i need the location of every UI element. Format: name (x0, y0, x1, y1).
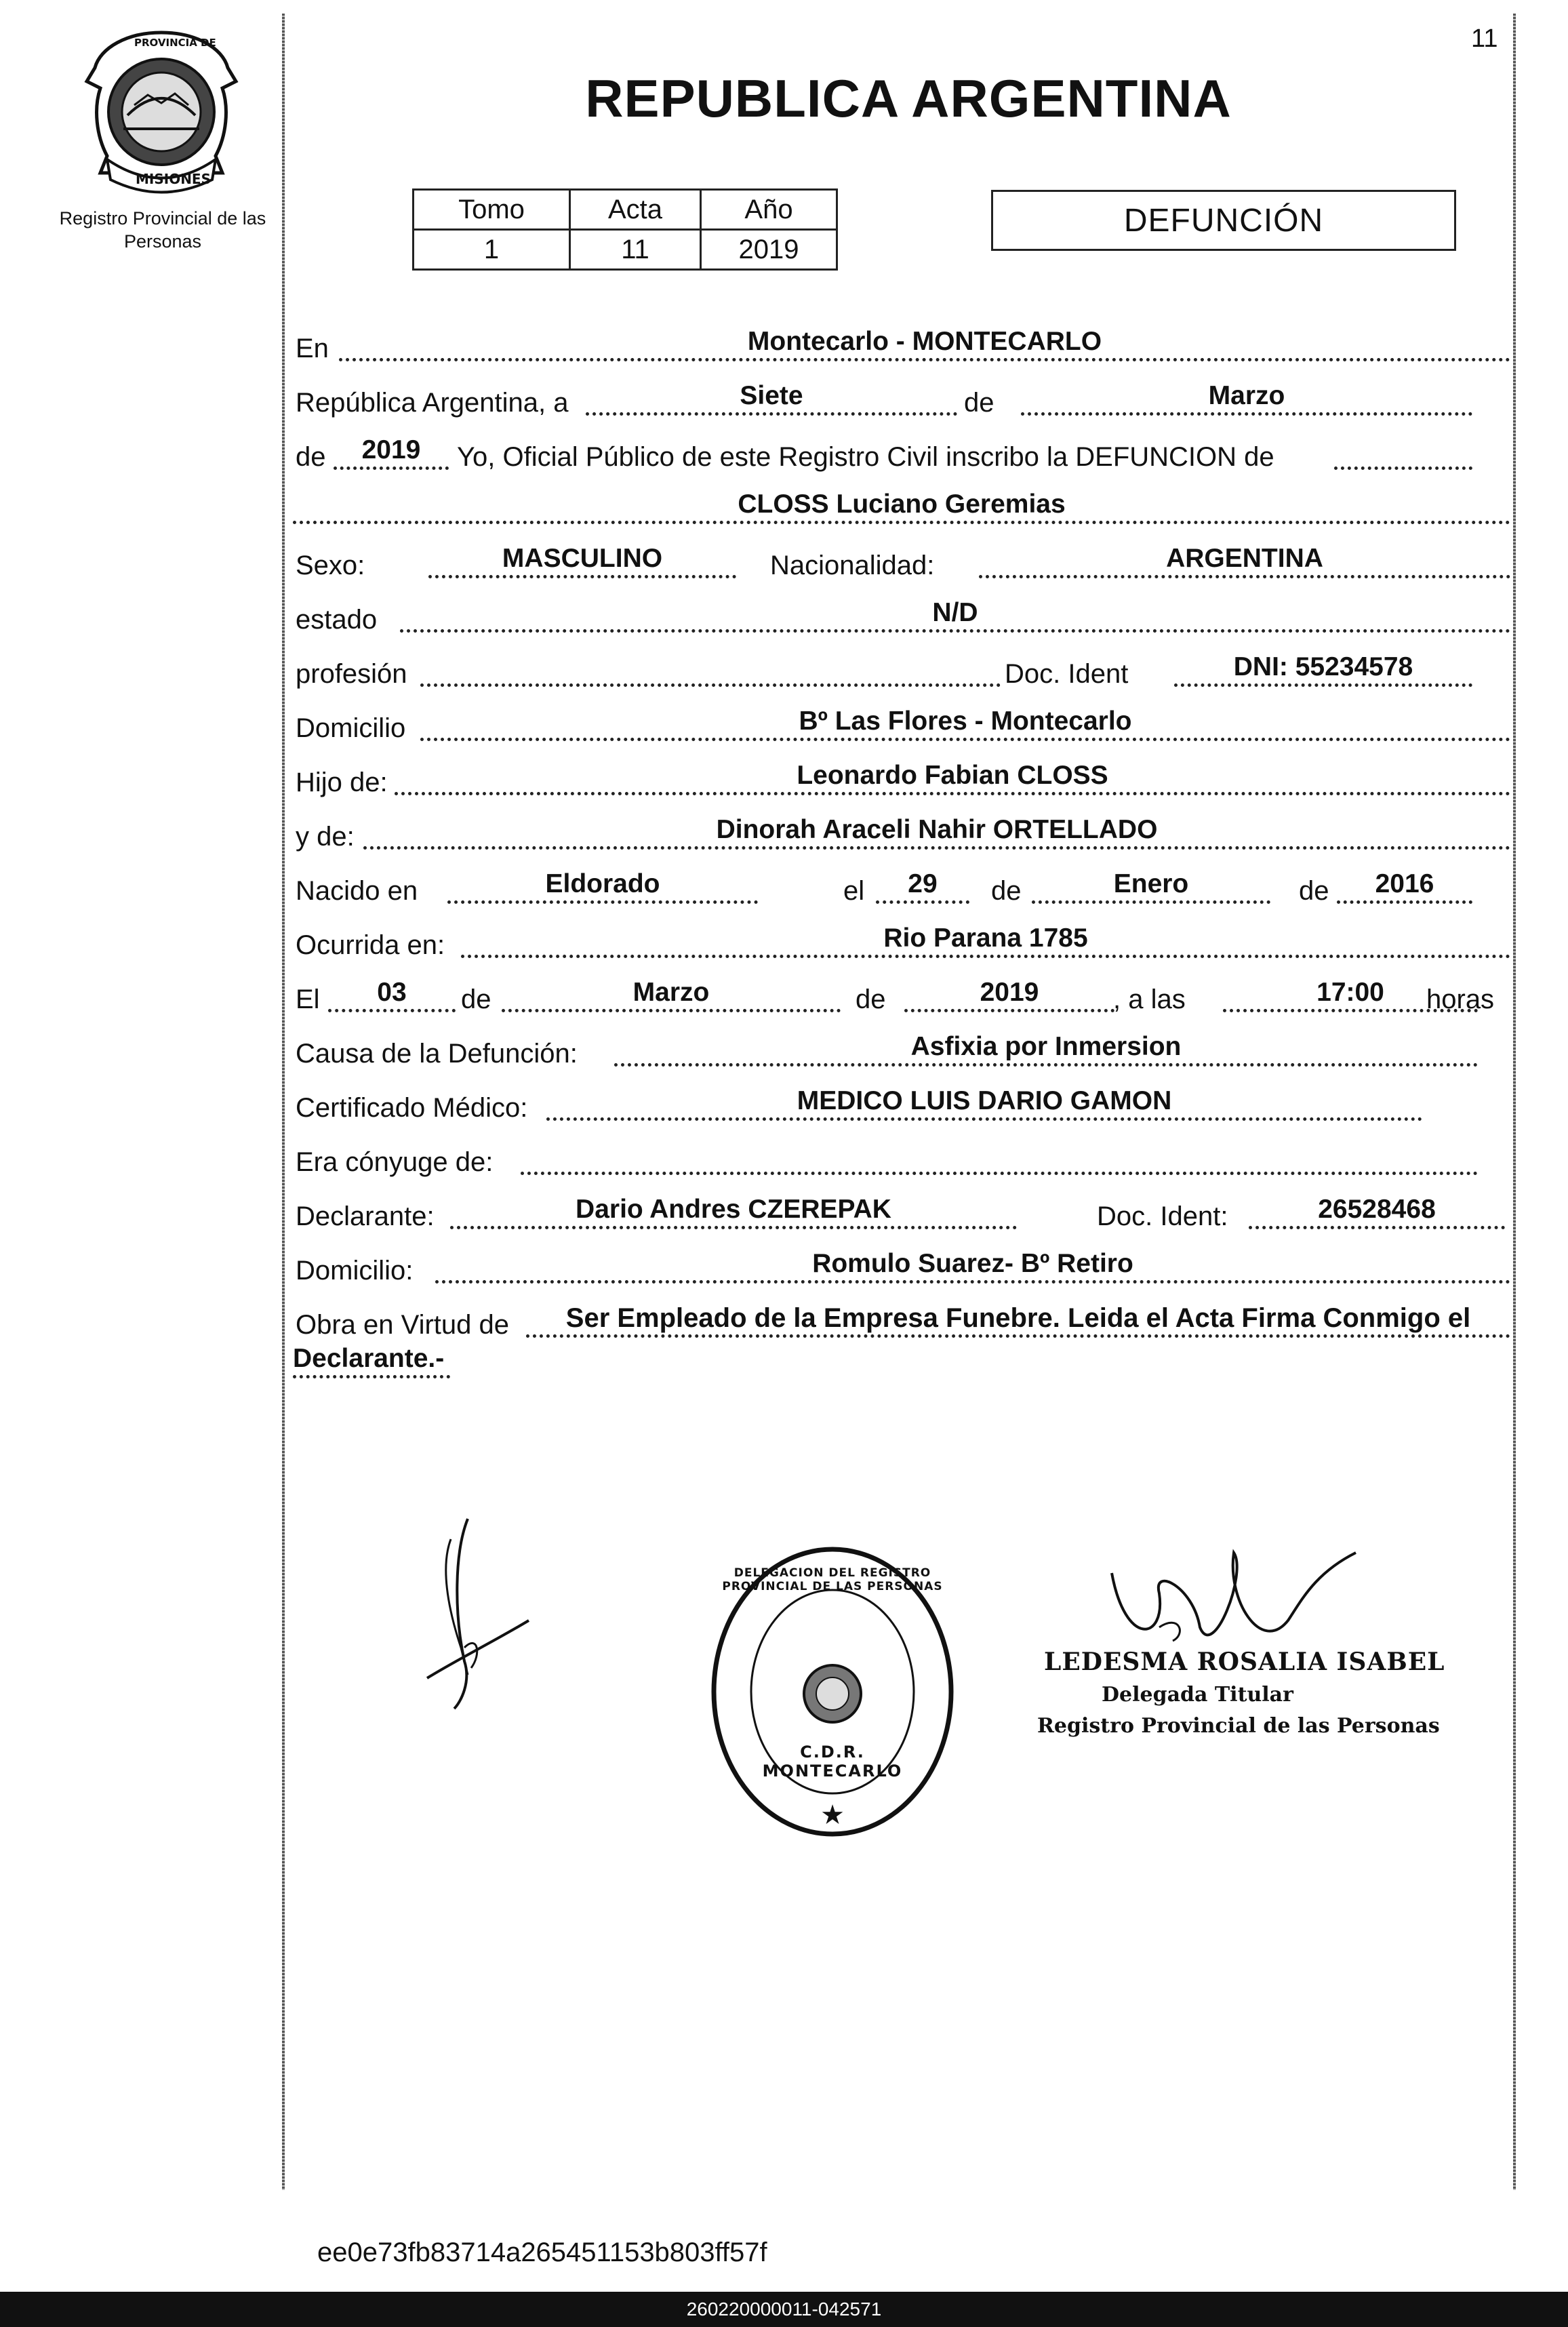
row-sexo (293, 536, 1513, 590)
anio-header: Año (701, 190, 837, 230)
obra-label: Obra en Virtud de (296, 1310, 510, 1340)
republica-label: República Argentina, a (296, 388, 569, 418)
row-domicilio2 (293, 1241, 1513, 1295)
birth-de1: de (991, 876, 1022, 906)
registry-stamp (704, 1539, 961, 1844)
row-domicilio (293, 698, 1513, 753)
row-obra-cont (293, 1336, 1513, 1390)
death-de1: de (461, 984, 491, 1014)
inscribo-fill (1334, 434, 1472, 470)
row-estado (293, 590, 1513, 644)
alas-label: , a las (1113, 984, 1186, 1014)
month-value: Marzo (1021, 380, 1472, 416)
day-value: Siete (586, 380, 957, 416)
row-certificado (293, 1078, 1513, 1132)
declarante-label: Declarante: (296, 1201, 435, 1231)
year-label: de (296, 442, 326, 472)
domicilio2-label: Domicilio: (296, 1256, 414, 1286)
yde-value: Dinorah Araceli Nahir ORTELLADO (363, 814, 1510, 850)
causa-label: Causa de la Defunción: (296, 1039, 578, 1069)
row-deceased (293, 481, 1513, 536)
acta-header: Acta (570, 190, 701, 230)
death-year: 2019 (904, 976, 1114, 1012)
decl-doc-label: Doc. Ident: (1097, 1201, 1228, 1231)
stamp-outer-text: DELEGACION DEL REGISTRO PROVINCIAL DE LAS PERSONAS (722, 1566, 943, 1593)
barcode-number: 260220000011-042571 (686, 2299, 882, 2320)
birth-day: 29 (876, 868, 969, 904)
row-yde (293, 807, 1513, 861)
delegate-name: LEDESMA ROSALIA ISABEL (1044, 1648, 1445, 1676)
sexo-value: MASCULINO (428, 542, 736, 578)
right-margin-line (1513, 14, 1516, 2190)
estado-value: N/D (400, 597, 1510, 633)
row-declarante (293, 1187, 1513, 1241)
certificado-label: Certificado Médico: (296, 1093, 528, 1123)
row-ocurrida (293, 915, 1513, 970)
conyuge-value (521, 1139, 1478, 1175)
el2-label: El (296, 984, 320, 1014)
document-hash: ee0e73fb83714a265451153b803ff57f (317, 2238, 767, 2267)
deceased-name: CLOSS Luciano Geremias (293, 488, 1510, 524)
row-en (293, 319, 1513, 373)
tomo-header: Tomo (414, 190, 570, 230)
ocurrida-label: Ocurrida en: (296, 930, 445, 960)
profesion-label: profesión (296, 659, 407, 689)
delegate-office: Registro Provincial de las Personas (1037, 1714, 1440, 1738)
estado-label: estado (296, 605, 378, 635)
yde-label: y de: (296, 822, 355, 852)
birth-year: 2016 (1337, 868, 1472, 904)
row-year (293, 427, 1513, 481)
row-conyuge (293, 1132, 1513, 1187)
doc-ident-label: Doc. Ident (1005, 659, 1129, 689)
acta-value: 11 (570, 230, 701, 270)
obra-value-1: Ser Empleado de la Empresa Funebre. Leida el Acta Firma Conmigo el (526, 1302, 1510, 1338)
decl-doc-value: 26528468 (1249, 1193, 1505, 1229)
hijo-label: Hijo de: (296, 768, 388, 797)
row-death-date (293, 970, 1513, 1024)
domicilio-label: Domicilio (296, 713, 406, 743)
footer-bar (0, 2292, 1568, 2327)
horas-label: horas (1426, 984, 1495, 1014)
logo-bottom-text: MISIONES (136, 171, 211, 187)
birth-de2: de (1299, 876, 1329, 906)
left-margin-line (282, 14, 285, 2190)
province-seal-logo (80, 27, 243, 197)
en-label: En (296, 334, 329, 363)
row-profesion (293, 644, 1513, 698)
page-number: 11 (1471, 24, 1498, 53)
sexo-label: Sexo: (296, 551, 365, 580)
declarante-value: Dario Andres CZEREPAK (450, 1193, 1017, 1229)
delegate-role: Delegada Titular (1102, 1683, 1293, 1707)
domicilio-value: Bº Las Flores - Montecarlo (420, 705, 1510, 741)
row-hijo (293, 753, 1513, 807)
document-type-box: DEFUNCIÓN (991, 190, 1456, 251)
birth-month: Enero (1032, 868, 1270, 904)
registry-table (412, 188, 838, 271)
death-month: Marzo (502, 976, 841, 1012)
conyuge-label: Era cónyuge de: (296, 1147, 494, 1177)
row-nacido (293, 861, 1513, 915)
official-signature (414, 1512, 549, 1715)
row-causa (293, 1024, 1513, 1078)
nacido-value: Eldorado (447, 868, 758, 904)
row-date (293, 373, 1513, 427)
profesion-value (420, 651, 1001, 687)
death-time: 17:00 (1223, 976, 1478, 1012)
de-label: de (964, 388, 994, 418)
death-day: 03 (328, 976, 456, 1012)
certificado-value: MEDICO LUIS DARIO GAMON (546, 1085, 1422, 1121)
causa-value: Asfixia por Inmersion (614, 1031, 1478, 1067)
tomo-value: 1 (414, 230, 570, 270)
en-value: Montecarlo - MONTECARLO (339, 325, 1510, 361)
nacionalidad-label: Nacionalidad: (770, 551, 935, 580)
year-value: 2019 (334, 434, 449, 470)
nacionalidad-value: ARGENTINA (979, 542, 1510, 578)
nacido-label: Nacido en (296, 876, 418, 906)
anio-value: 2019 (701, 230, 837, 270)
page-title: REPUBLICA ARGENTINA (585, 68, 1232, 128)
logo-caption: Registro Provincial de las Personas (59, 208, 266, 252)
el-label: el (843, 876, 865, 906)
domicilio2-value: Romulo Suarez- Bº Retiro (435, 1248, 1510, 1284)
hijo-value: Leonardo Fabian CLOSS (395, 759, 1510, 795)
doc-ident-value: DNI: 55234578 (1174, 651, 1472, 687)
ocurrida-value: Rio Parana 1785 (461, 922, 1510, 958)
svg-text:★: ★ (820, 1799, 845, 1831)
logo-top-text: PROVINCIA DE (134, 37, 216, 49)
obra-value-2: Declarante.- (293, 1342, 450, 1378)
inscribo-text: Yo, Oficial Público de este Registro Civil inscribo la DEFUNCION de (457, 442, 1274, 472)
death-de2: de (856, 984, 886, 1014)
stamp-inner-text: C.D.R. MONTECARLO (762, 1743, 903, 1781)
